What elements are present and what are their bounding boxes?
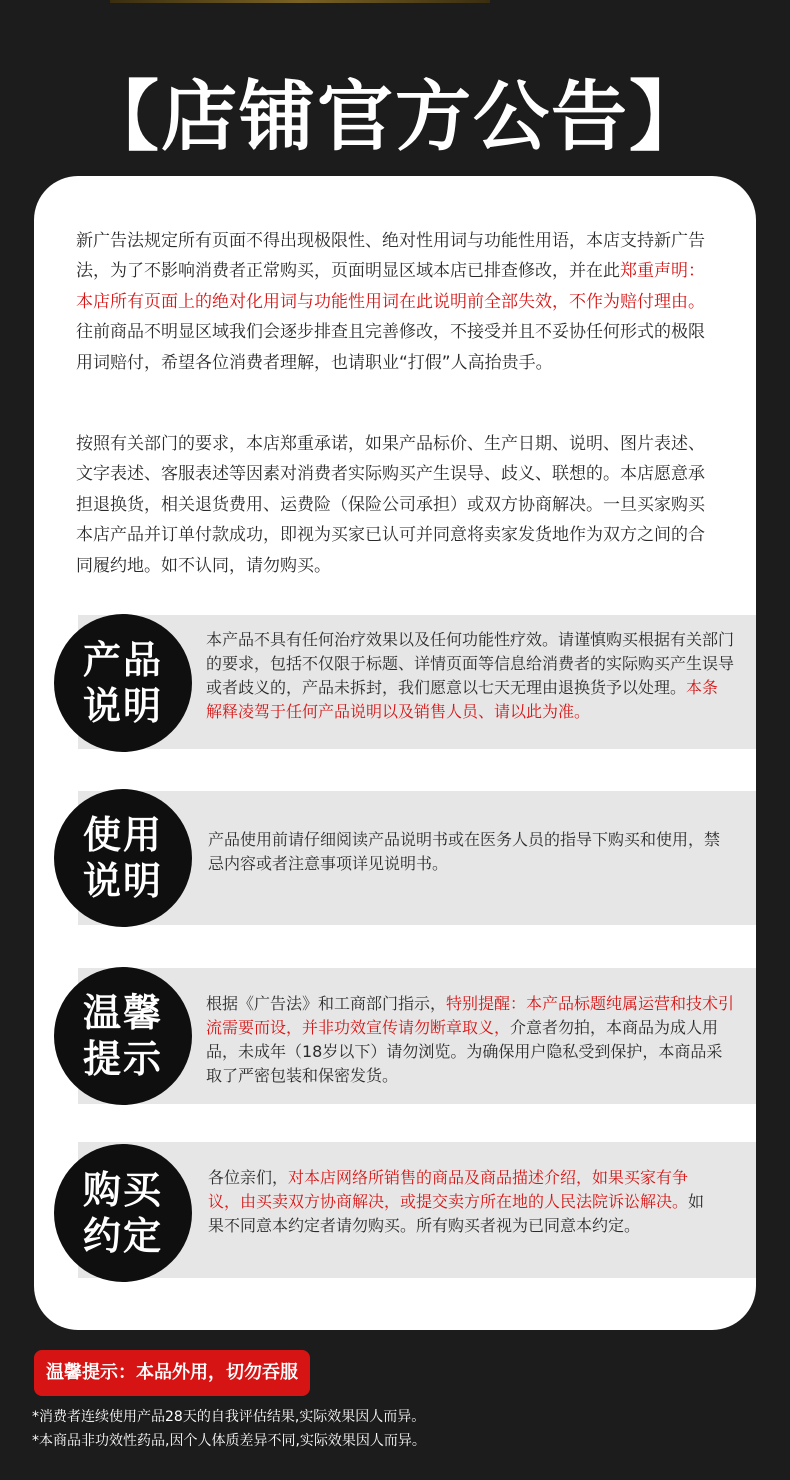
product-section-text — [206, 628, 734, 724]
notice-para1-lead: 新广告法规定所有页面不得出现极限性、绝对性用词与功能性用语，本店支持新广告法，为了不影响消费者正常购买，页面明显区域本店已排查修改，并在此 — [76, 231, 705, 282]
product-badge — [54, 614, 192, 752]
usage-badge-line2: 说明 — [82, 859, 163, 903]
notice-card — [34, 176, 756, 1330]
agreement-highlight: 对本店网络所销售的商品及商品描述介绍，如果买家有争议，由买卖双方协商解决，或提交卖方所在地的人民法院诉讼解决。 — [208, 1168, 689, 1211]
product-badge-line1: 产品 — [82, 638, 163, 682]
agreement-badge-line1: 购买 — [82, 1168, 163, 1212]
product-badge-line2: 说明 — [82, 684, 163, 728]
tips-badge — [54, 967, 192, 1105]
product-text: 本产品不具有任何治疗效果以及任何功能性疗效。请谨慎购买根据有关部门的要求，包括不仅限于标题、详情页面等信息给消费者的实际购买产生误导或者歧义的，产品未拆封，我们愿意以七天无理由退换货予以处理。 — [206, 630, 735, 697]
tips-badge-line2: 提示 — [82, 1037, 163, 1081]
notice-para1-tail: 往前商品不明显区域我们会逐步排查且完善修改，不接受并且不妥协任何形式的极限用词赔付，希望各位消费者理解，也请职业“打假”人高抬贵手。 — [76, 322, 705, 373]
product-highlight: 本条解释凌驾于任何产品说明以及销售人员、请以此为准。 — [206, 678, 719, 721]
agreement-section-text — [208, 1166, 718, 1238]
footer-note-1: *消费者连续使用产品28天的自我评估结果,实际效果因人而异。 — [32, 1409, 426, 1425]
usage-section-text: 产品使用前请仔细阅读产品说明书或在医务人员的指导下购买和使用，禁忌内容或者注意事项详见说明书。 — [208, 830, 721, 873]
notice-paragraph-1 — [76, 226, 720, 378]
footer-note-2: *本商品非功效性药品,因个人体质差异不同,实际效果因人而异。 — [32, 1433, 426, 1449]
usage-badge — [54, 789, 192, 927]
agreement-badge — [54, 1144, 192, 1282]
notice-para1-highlight: 郑重声明：本店所有页面上的绝对化用词与功能性用词在此说明前全部失效，不作为赔付理由。 — [76, 261, 705, 312]
agreement-tail: 如果不同意本约定者请勿购买。所有购买者视为已同意本约定。 — [208, 1192, 705, 1235]
tips-tail: 介意者勿拍，本商品为成人用品，未成年（18岁以下）请勿浏览。为确保用户隐私受到保护，本商品采取了严密包装和保密发货。 — [206, 1018, 723, 1085]
page-title: 【店铺官方公告】 — [83, 72, 707, 161]
tips-section-text — [206, 992, 736, 1088]
agreement-badge-line2: 约定 — [82, 1214, 163, 1258]
top-decoration-bar — [110, 0, 490, 3]
tips-highlight: 特别提醒：本产品标题纯属运营和技术引流需要而设，并非功效宣传请勿断章取义， — [206, 994, 735, 1037]
tips-lead: 根据《广告法》和工商部门指示， — [206, 994, 447, 1013]
external-use-warning-badge: 温馨提示：本品外用，切勿吞服 — [34, 1350, 310, 1396]
notice-paragraph-2: 按照有关部门的要求，本店郑重承诺，如果产品标价、生产日期、说明、图片表述、文字表述、客服表述等因素对消费者实际购买产生误导、歧义、联想的。本店愿意承担退换货，相关退货费用、运费险（保险公司承担）或双方协商解决。一旦买家购买本店产品并订单付款成功，即视为买家已认可并同意将卖家发货地作为双方之间的合同履约地。如不认同，请勿购买。 — [76, 434, 705, 576]
usage-badge-line1: 使用 — [82, 813, 163, 857]
tips-badge-line1: 温馨 — [82, 991, 163, 1035]
agreement-lead: 各位亲们， — [208, 1168, 289, 1187]
